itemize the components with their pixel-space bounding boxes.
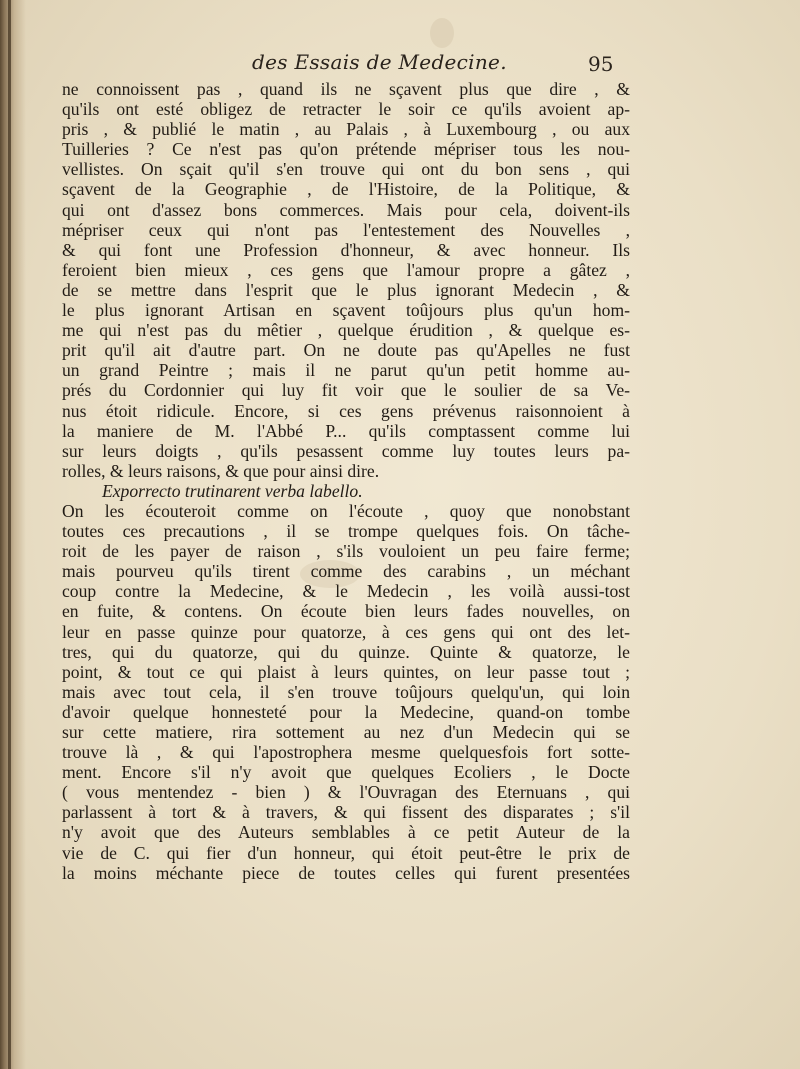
text-line: ment. Encore s'il n'y avoit que quelques Ecoliers , le Docte xyxy=(62,762,630,783)
text-line: le plus ignorant Artisan en sçavent toûjours plus qu'un hom- xyxy=(62,300,630,321)
text-line: vellistes. On sçait qu'il s'en trouve qui ont du bon sens , qui xyxy=(62,159,630,180)
text-line: qui ont d'assez bons commerces. Mais pour cela, doivent-ils xyxy=(62,199,630,220)
page-number: 95 xyxy=(588,52,614,76)
page-gutter-shadow xyxy=(0,0,26,1069)
text-line: la maniere de M. l'Abbé P... qu'ils comptassent comme lui xyxy=(62,420,630,441)
text-line: ( vous mentendez - bien ) & l'Ouvragan des Eternuans , qui xyxy=(62,782,630,803)
text-line: prés du Cordonnier qui luy fit voir que le soulier de sa Ve- xyxy=(62,380,630,401)
text-line: & qui font une Profession d'honneur, & avec honneur. Ils xyxy=(62,239,630,260)
text-line: vie de C. qui fier d'un honneur, qui étoit peut-être le prix de xyxy=(62,842,630,863)
text-line: d'avoir quelque honnesteté pour la Medecine, quand-on tombe xyxy=(62,701,630,722)
text-line: trouve là , & qui l'apostrophera mesme quelquesfois fort sotte- xyxy=(62,742,630,763)
text-line: Tuilleries ? Ce n'est pas qu'on prétende mépriser tous les nou- xyxy=(62,139,630,160)
text-line: coup contre la Medecine, & le Medecin , les voilà aussi-tost xyxy=(62,581,630,602)
text-line: la moins méchante piece de toutes celles qui furent presentées xyxy=(62,862,630,883)
text-line: sur leurs doigts , qu'ils pesassent comme luy toutes leurs pa- xyxy=(62,440,630,461)
text-line: ne connoissent pas , quand ils ne sçavent plus que dire , & xyxy=(62,79,630,99)
text-line: tres, qui du quatorze, qui du quinze. Quinte & quatorze, le xyxy=(62,641,630,662)
page-header xyxy=(0,50,800,80)
text-line: mais avec tout cela, il s'en trouve toûjours quelqu'un, qui loin xyxy=(62,681,630,702)
text-line: parlassent à tort & à travers, & qui fissent des disparates ; s'il xyxy=(62,802,630,823)
text-line: en fuite, & contens. On écoute bien leurs fades nouvelles, on xyxy=(62,601,630,622)
text-line: roit de les payer de raison , s'ils vouloient un peu faire ferme; xyxy=(62,541,630,562)
text-line: qu'ils ont esté obligez de retracter le soir ce qu'ils avoient ap- xyxy=(62,99,630,120)
text-line: mépriser ceux qui n'ont pas l'entestement des Nouvelles , xyxy=(62,219,630,240)
text-line: nus étoit ridicule. Encore, si ces gens prévenus raisonnoient à xyxy=(62,400,630,421)
paper-stain xyxy=(430,18,454,48)
text-line: mais pourveu qu'ils tirent comme des carabins , un méchant xyxy=(62,561,630,582)
text-line: un grand Peintre ; mais il ne parut qu'un petit homme au- xyxy=(62,360,630,381)
page-binding-edge xyxy=(8,0,11,1069)
text-line: rolles, & leurs raisons, & que pour ainsi dire. xyxy=(62,460,380,481)
text-line: leur en passe quinze pour quatorze, à ces gens qui ont des let- xyxy=(62,621,630,642)
running-title: des Essais de Medecine. xyxy=(252,50,507,74)
text-line: toutes ces precautions , il se trompe quelques fois. On tâche- xyxy=(62,521,630,542)
text-line: sçavent de la Geographie , de l'Histoire, de la Politique, & xyxy=(62,179,630,200)
text-line: prit qu'il ait d'autre part. On ne doute pas qu'Apelles ne fust xyxy=(62,340,630,361)
text-line: On les écouteroit comme on l'écoute , quoy que nonobstant xyxy=(62,500,630,521)
text-line: de se mettre dans l'esprit que le plus ignorant Medecin , & xyxy=(62,279,630,300)
text-line: sur cette matiere, rira sottement au nez d'un Medecin qui se xyxy=(62,722,630,742)
text-line: n'y avoit que des Auteurs semblables à ce petit Auteur de la xyxy=(62,822,630,843)
text-line: pris , & publié le matin , au Palais , à Luxembourg , ou aux xyxy=(62,119,630,140)
latin-quotation: Exporrecto trutinarent verba labello. xyxy=(102,480,363,501)
text-line: feroient bien mieux , ces gens que l'amour propre a gâtez , xyxy=(62,259,630,280)
body-text xyxy=(62,79,630,883)
text-line: point, & tout ce qui plaist à leurs quintes, on leur passe tout ; xyxy=(62,661,630,682)
text-line: me qui n'est pas du mêtier , quelque érudition , & quelque es- xyxy=(62,320,630,341)
